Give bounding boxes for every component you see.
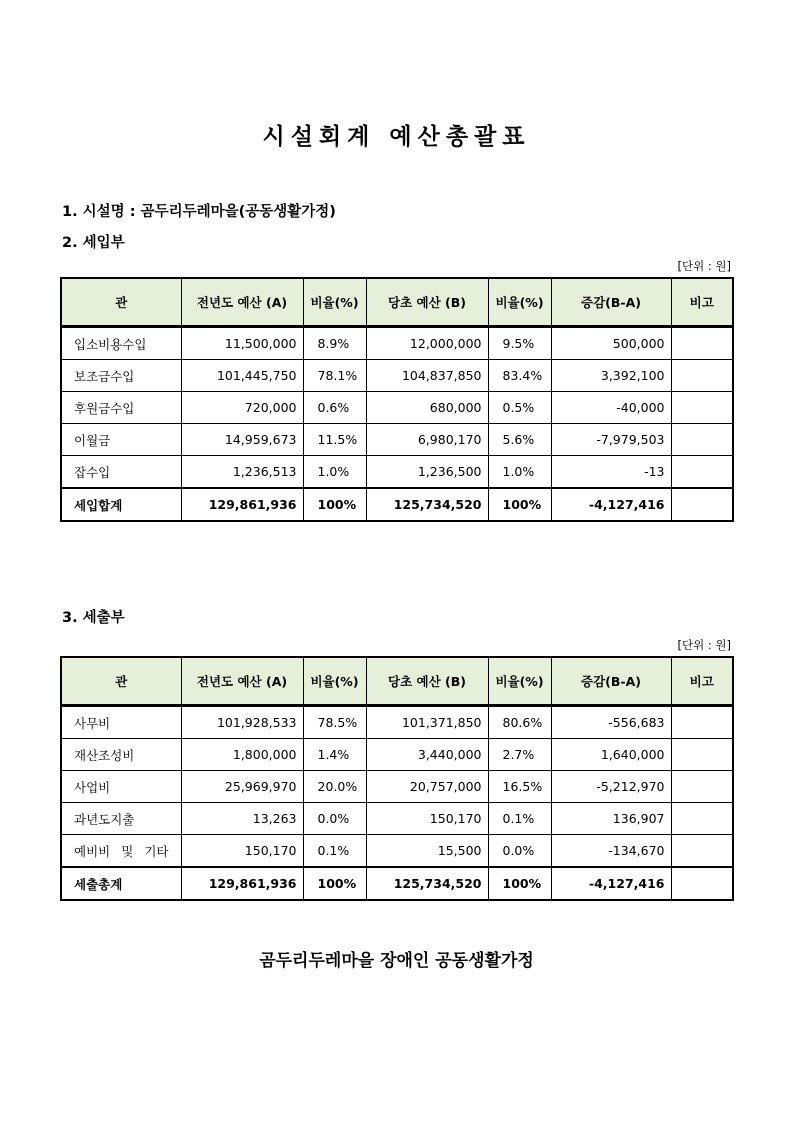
table-row	[61, 835, 733, 868]
cell-category: 세입합계	[61, 488, 181, 521]
cell-curr-ratio: 5.6%	[488, 424, 551, 456]
cell-prev-ratio: 1.4%	[303, 739, 366, 771]
cell-note	[671, 867, 733, 900]
cell-prev-budget: 101,445,750	[181, 360, 303, 392]
cell-category: 사무비	[61, 706, 181, 739]
col-header-prev-budget: 전년도 예산 (A)	[181, 657, 303, 706]
cell-diff: 500,000	[551, 327, 671, 360]
col-header-note: 비고	[671, 278, 733, 327]
col-header-diff: 증감(B-A)	[551, 657, 671, 706]
cell-prev-ratio: 8.9%	[303, 327, 366, 360]
revenue-header-row	[61, 278, 733, 327]
col-header-note: 비고	[671, 657, 733, 706]
col-header-prev-ratio: 비율(%)	[303, 278, 366, 327]
revenue-total-row	[61, 488, 733, 521]
col-header-prev-budget: 전년도 예산 (A)	[181, 278, 303, 327]
cell-prev-ratio: 78.1%	[303, 360, 366, 392]
cell-prev-budget: 129,861,936	[181, 867, 303, 900]
cell-curr-ratio: 0.5%	[488, 392, 551, 424]
cell-note	[671, 488, 733, 521]
cell-curr-ratio: 1.0%	[488, 456, 551, 489]
facility-line: 1. 시설명 : 곰두리두레마을(공동생활가정)	[62, 204, 336, 220]
cell-curr-budget: 680,000	[366, 392, 488, 424]
cell-diff: -4,127,416	[551, 488, 671, 521]
cell-diff: -556,683	[551, 706, 671, 739]
table-row	[61, 327, 733, 360]
col-header-curr-budget: 당초 예산 (B)	[366, 657, 488, 706]
cell-curr-budget: 125,734,520	[366, 867, 488, 900]
cell-prev-budget: 129,861,936	[181, 488, 303, 521]
table-row	[61, 424, 733, 456]
cell-prev-budget: 150,170	[181, 835, 303, 868]
revenue-table	[60, 277, 734, 522]
cell-curr-budget: 6,980,170	[366, 424, 488, 456]
table-row	[61, 456, 733, 489]
cell-diff: -13	[551, 456, 671, 489]
revenue-unit-label: [단위 : 원]	[677, 259, 731, 273]
col-header-diff: 증감(B-A)	[551, 278, 671, 327]
col-header-curr-ratio: 비율(%)	[488, 278, 551, 327]
cell-prev-ratio: 11.5%	[303, 424, 366, 456]
cell-prev-budget: 1,236,513	[181, 456, 303, 489]
cell-curr-ratio: 100%	[488, 867, 551, 900]
col-header-curr-budget: 당초 예산 (B)	[366, 278, 488, 327]
cell-prev-ratio: 0.0%	[303, 803, 366, 835]
page-title: 시설회계 예산총괄표	[262, 124, 531, 150]
cell-prev-budget: 14,959,673	[181, 424, 303, 456]
cell-note	[671, 771, 733, 803]
cell-curr-ratio: 16.5%	[488, 771, 551, 803]
cell-prev-budget: 25,969,970	[181, 771, 303, 803]
organization-footer: 곰두리두레마을 장애인 공동생활가정	[259, 951, 534, 971]
cell-category: 잡수입	[61, 456, 181, 489]
cell-diff: -4,127,416	[551, 867, 671, 900]
cell-prev-ratio: 78.5%	[303, 706, 366, 739]
cell-category: 사업비	[61, 771, 181, 803]
col-header-category: 관	[61, 278, 181, 327]
expense-total-row	[61, 867, 733, 900]
cell-note	[671, 456, 733, 489]
cell-category: 이월금	[61, 424, 181, 456]
cell-prev-budget: 101,928,533	[181, 706, 303, 739]
table-row	[61, 360, 733, 392]
cell-note	[671, 835, 733, 868]
cell-curr-budget: 150,170	[366, 803, 488, 835]
cell-diff: -40,000	[551, 392, 671, 424]
cell-curr-budget: 12,000,000	[366, 327, 488, 360]
expense-header-row	[61, 657, 733, 706]
cell-curr-ratio: 2.7%	[488, 739, 551, 771]
col-header-category: 관	[61, 657, 181, 706]
cell-curr-budget: 125,734,520	[366, 488, 488, 521]
cell-note	[671, 803, 733, 835]
cell-curr-ratio: 0.1%	[488, 803, 551, 835]
expense-table	[60, 656, 734, 901]
table-row	[61, 392, 733, 424]
table-row	[61, 803, 733, 835]
cell-category: 세출총계	[61, 867, 181, 900]
cell-prev-budget: 13,263	[181, 803, 303, 835]
cell-prev-ratio: 100%	[303, 867, 366, 900]
cell-diff: -134,670	[551, 835, 671, 868]
cell-prev-budget: 720,000	[181, 392, 303, 424]
col-header-curr-ratio: 비율(%)	[488, 657, 551, 706]
cell-category: 입소비용수입	[61, 327, 181, 360]
cell-diff: 3,392,100	[551, 360, 671, 392]
cell-prev-budget: 1,800,000	[181, 739, 303, 771]
cell-curr-budget: 3,440,000	[366, 739, 488, 771]
cell-note	[671, 706, 733, 739]
cell-curr-budget: 104,837,850	[366, 360, 488, 392]
cell-diff: -5,212,970	[551, 771, 671, 803]
cell-diff: 1,640,000	[551, 739, 671, 771]
cell-curr-ratio: 83.4%	[488, 360, 551, 392]
cell-prev-budget: 11,500,000	[181, 327, 303, 360]
cell-prev-ratio: 20.0%	[303, 771, 366, 803]
cell-category: 과년도지출	[61, 803, 181, 835]
cell-curr-budget: 1,236,500	[366, 456, 488, 489]
cell-curr-ratio: 9.5%	[488, 327, 551, 360]
revenue-heading: 2. 세입부	[62, 235, 125, 251]
cell-curr-budget: 15,500	[366, 835, 488, 868]
table-row	[61, 771, 733, 803]
cell-category: 보조금수입	[61, 360, 181, 392]
cell-note	[671, 327, 733, 360]
expense-unit-label: [단위 : 원]	[677, 638, 731, 652]
cell-diff: 136,907	[551, 803, 671, 835]
table-row	[61, 739, 733, 771]
cell-curr-ratio: 80.6%	[488, 706, 551, 739]
cell-category: 재산조성비	[61, 739, 181, 771]
cell-curr-ratio: 0.0%	[488, 835, 551, 868]
cell-prev-ratio: 0.1%	[303, 835, 366, 868]
cell-note	[671, 739, 733, 771]
cell-prev-ratio: 100%	[303, 488, 366, 521]
cell-curr-budget: 20,757,000	[366, 771, 488, 803]
cell-prev-ratio: 0.6%	[303, 392, 366, 424]
cell-category: 예비비 및 기타	[61, 835, 181, 868]
cell-note	[671, 424, 733, 456]
table-row	[61, 706, 733, 739]
cell-category: 후원금수입	[61, 392, 181, 424]
col-header-prev-ratio: 비율(%)	[303, 657, 366, 706]
cell-curr-budget: 101,371,850	[366, 706, 488, 739]
expense-heading: 3. 세출부	[62, 610, 125, 626]
cell-diff: -7,979,503	[551, 424, 671, 456]
cell-note	[671, 392, 733, 424]
cell-curr-ratio: 100%	[488, 488, 551, 521]
cell-note	[671, 360, 733, 392]
cell-prev-ratio: 1.0%	[303, 456, 366, 489]
